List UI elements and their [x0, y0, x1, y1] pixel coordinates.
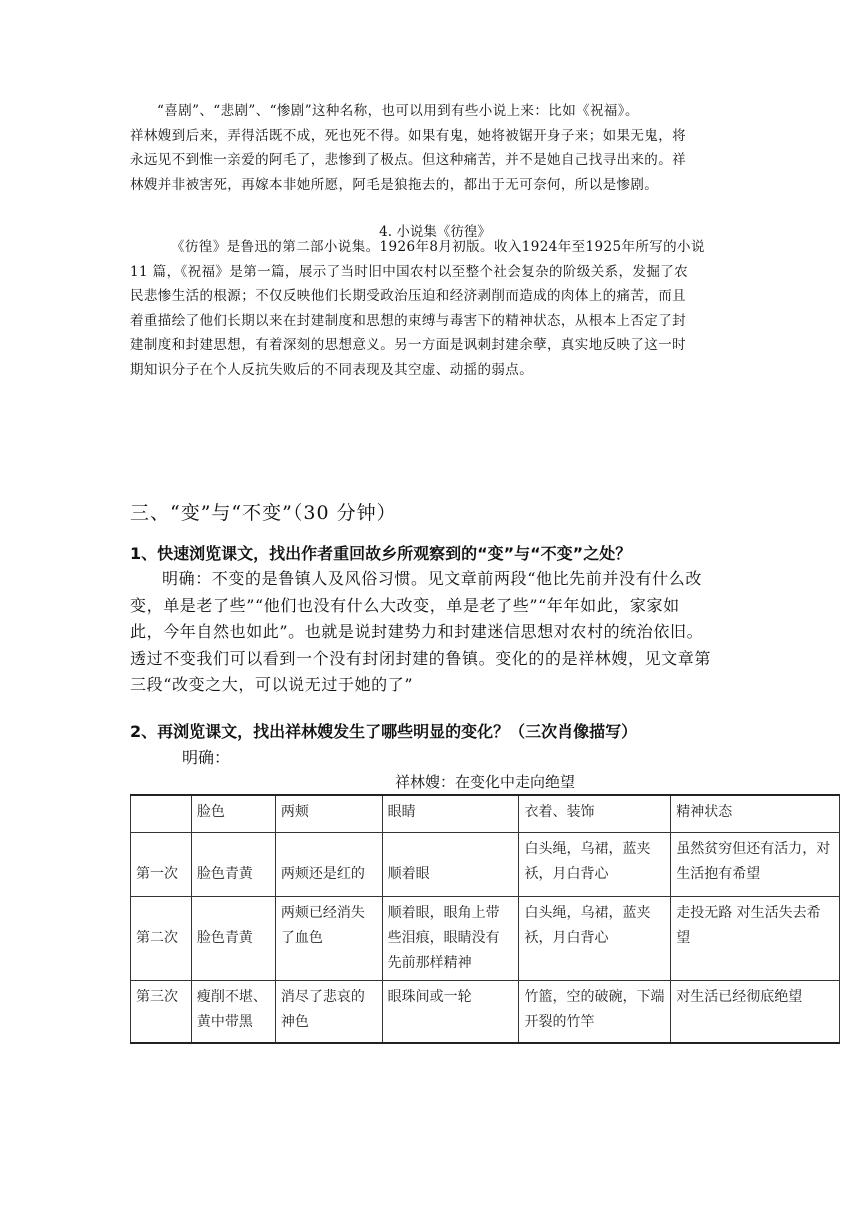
table-cell: 白头绳，乌裙，蓝夹袄，月白背心: [519, 833, 671, 897]
intro-line: 永远见不到惟一亲爱的阿毛了，悲惨到了极点。但这种痛苦，并不是她自己找寻出来的。祥: [130, 152, 686, 168]
table-cell: 顺着眼: [382, 833, 519, 897]
answer-line: 三段“改变之大，可以说无过于她的了”: [130, 675, 414, 694]
intro-line: 林嫂并非被害死，再嫁本非她所愿，阿毛是狼拖去的，都出于无可奈何，所以是惨剧。: [130, 176, 659, 193]
intro-line: “喜剧”、“悲剧”、“惨剧”这种名称，也可以用到有些小说上来：比如《祝福》。: [157, 103, 639, 119]
subsection-title: 4. 小说集《彷徨》: [379, 224, 491, 240]
pangzhuang-line: 11 篇，《祝福》是第一篇，展示了当时旧中国农村以至整个社会复杂的阶级关系，发掘了农: [130, 263, 689, 280]
table-cell: 第二次: [131, 897, 192, 981]
table-cell: 对生活已经彻底绝望: [671, 981, 840, 1043]
table-row: [131, 981, 840, 1043]
table-cell: 顺着眼，眼角上带些泪痕，眼睛没有先前那样精神: [382, 897, 519, 981]
header-cell: 精神状态: [671, 795, 840, 833]
table-cell: 竹篮，空的破碗，下端开裂的竹竿: [519, 981, 671, 1043]
table-cell: 脸色青黄: [191, 897, 275, 981]
table-cell: 虽然贫穷但还有活力，对生活抱有希望: [671, 833, 840, 897]
header-cell: 眼睛: [382, 795, 519, 833]
intro-line: 祥林嫂到后来，弄得活既不成，死也死不得。如果有鬼，她将被锯开身子来；如果无鬼，将: [130, 127, 686, 144]
section-3-title: 三、“变”与“不变”（30 分钟）: [130, 502, 397, 524]
table-cell: 走投无路 对生活失去希望: [671, 897, 840, 981]
table-cell: 脸色青黄: [191, 833, 275, 897]
table-cell: 两颊已经消失了血色: [275, 897, 382, 981]
table-row: [131, 833, 840, 897]
change-table: [130, 794, 840, 1044]
table-cell: 消尽了悲哀的神色: [275, 981, 382, 1043]
question-2-title: 2、再浏览课文，找出祥林嫂发生了哪些明显的变化？（三次肖像描写）: [130, 722, 638, 741]
question-1-title: 1、快速浏览课文，找出作者重回故乡所观察到的“变”与“不变”之处？: [130, 544, 632, 563]
answer-line: 变，单是老了些”“他们也没有什么大改变，单是老了些”“年年如此，家家如: [130, 595, 680, 615]
table-cell: 第三次: [131, 981, 192, 1043]
answer-line: 明确：不变的是鲁镇人及风俗习惯。见文章前两段“他比先前并没有什么改: [162, 569, 702, 588]
table-cell: 眼珠间或一轮: [382, 981, 519, 1043]
table-cell: 两颊还是红的: [275, 833, 382, 897]
table-caption: 祥林嫂：在变化中走向绝望: [394, 773, 575, 791]
intro-paragraph: [130, 99, 740, 197]
header-cell: 脸色: [191, 795, 275, 833]
question-1-answer: [130, 566, 730, 699]
pangzhuang-line: 着重描绘了他们长期以来在封建制度和思想的束缚与毒害下的精神状态，从根本上否定了封: [130, 312, 686, 329]
table-cell: 白头绳，乌裙，蓝夹袄，月白背心: [519, 897, 671, 981]
pangzhuang-line: 建制度和封建思想，有着深刻的思想意义。另一方面是讽刺封建余孽，真实地反映了这一时: [130, 337, 686, 353]
answer-label: 明确：: [182, 748, 231, 767]
header-cell: 衣着、装饰: [519, 795, 671, 833]
answer-line: 透过不变我们可以看到一个没有封闭封建的鲁镇。变化的的是祥林嫂，见文章第: [130, 648, 712, 668]
table-cell: 第一次: [131, 833, 192, 897]
pangzhuang-paragraph: [130, 235, 740, 382]
table-header-row: [131, 795, 840, 833]
pangzhuang-line: 期知识分子在个人反抗失败后的不同表现及其空虚、动摇的弱点。: [130, 361, 534, 378]
answer-line: 此，今年自然也如此”。也就是说封建势力和封建迷信思想对农村的统治依旧。: [130, 622, 704, 641]
table-row: [131, 897, 840, 981]
header-cell: 两颊: [275, 795, 382, 833]
pangzhuang-line: 《彷徨》是鲁迅的第二部小说集。1926年8月初版。收入1924年至1925年所写的小说: [171, 239, 705, 255]
header-cell: [131, 795, 192, 833]
pangzhuang-line: 民悲惨生活的根源；不仅反映他们长期受政治压迫和经济剥削而造成的肉体上的痛苦，而且: [130, 288, 686, 304]
table-cell: 瘦削不堪、黄中带黑: [191, 981, 275, 1043]
